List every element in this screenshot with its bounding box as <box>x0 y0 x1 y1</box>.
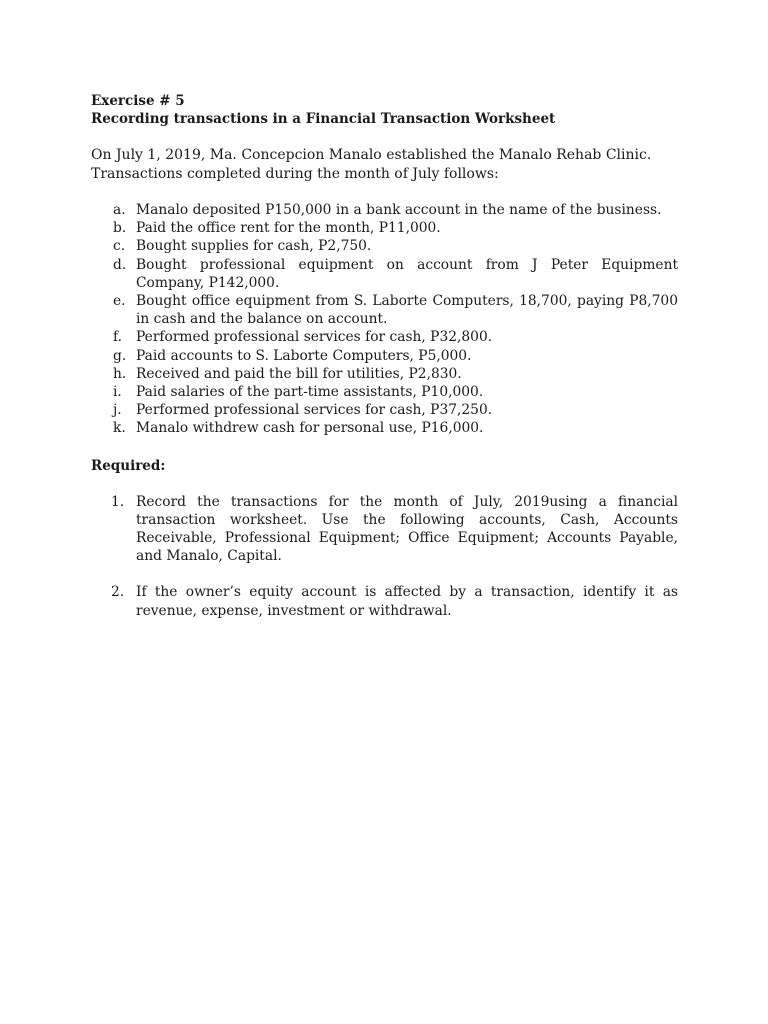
exercise-title: Exercise # 5 <box>91 93 185 109</box>
list-item <box>91 383 678 401</box>
list-marker: c. <box>113 238 126 255</box>
list-marker: a. <box>113 202 126 218</box>
exercise-subtitle: Recording transactions in a Financial Transaction Worksheet <box>91 111 556 127</box>
list-item-text: Bought office equipment from S. Laborte Computers, 18,700, paying P8,700 in cash and the balance on account. <box>136 293 678 328</box>
required-heading: Required: <box>91 457 166 474</box>
list-item <box>91 201 678 219</box>
list-item-text: Bought supplies for cash, P2,750. <box>136 238 372 255</box>
list-item-text: Paid the office rent for the month, P11,000. <box>136 220 441 237</box>
list-marker: d. <box>113 256 127 273</box>
list-item-text: Paid salaries of the part-time assistants, P10,000. <box>136 384 484 401</box>
list-item <box>91 583 678 619</box>
requirements-list <box>91 493 678 620</box>
list-item-text: Performed professional services for cash, P37,250. <box>136 402 493 419</box>
list-item <box>91 419 678 437</box>
list-item <box>91 365 678 383</box>
list-item <box>91 493 678 566</box>
list-item <box>91 292 678 328</box>
list-item <box>91 237 678 255</box>
list-marker: e. <box>113 293 126 310</box>
list-marker: g. <box>113 347 127 364</box>
list-marker: 2. <box>111 584 125 601</box>
list-marker: 1. <box>111 493 125 510</box>
list-item <box>91 401 678 419</box>
list-marker: b. <box>113 220 127 237</box>
list-item-text: Manalo withdrew cash for personal use, P16,000. <box>136 420 484 437</box>
list-item-text: Record the transactions for the month of July, 2019using a financial transaction worksheet. Use the following accounts, Cash, Accounts Receivable, Professional Equipment; Office Equipment; Accounts Payable, and Manalo, Capital. <box>136 493 678 565</box>
document-page <box>91 92 678 638</box>
list-item-text: Bought professional equipment on account from J Peter Equipment Company, P142,000. <box>136 256 678 291</box>
transactions-list <box>91 201 678 438</box>
list-item <box>91 328 678 346</box>
list-item-text: If the owner’s equity account is affected by a transaction, identify it as revenue, expense, investment or withdrawal. <box>136 584 678 619</box>
list-marker: f. <box>113 329 123 346</box>
list-item <box>91 347 678 365</box>
list-marker: j. <box>113 402 122 419</box>
list-marker: i. <box>113 384 122 401</box>
intro-paragraph: On July 1, 2019, Ma. Concepcion Manalo established the Manalo Rehab Clinic. Transactions completed during the month of July follows: <box>91 147 652 182</box>
list-item-text: Manalo deposited P150,000 in a bank account in the name of the business. <box>136 202 662 218</box>
list-item <box>91 256 678 292</box>
list-item-text: Received and paid the bill for utilities, P2,830. <box>136 365 462 382</box>
list-marker: h. <box>113 365 127 382</box>
list-item <box>91 219 678 237</box>
list-item-text: Paid accounts to S. Laborte Computers, P5,000. <box>136 347 472 364</box>
list-item-text: Performed professional services for cash, P32,800. <box>136 329 493 346</box>
list-marker: k. <box>113 420 126 437</box>
